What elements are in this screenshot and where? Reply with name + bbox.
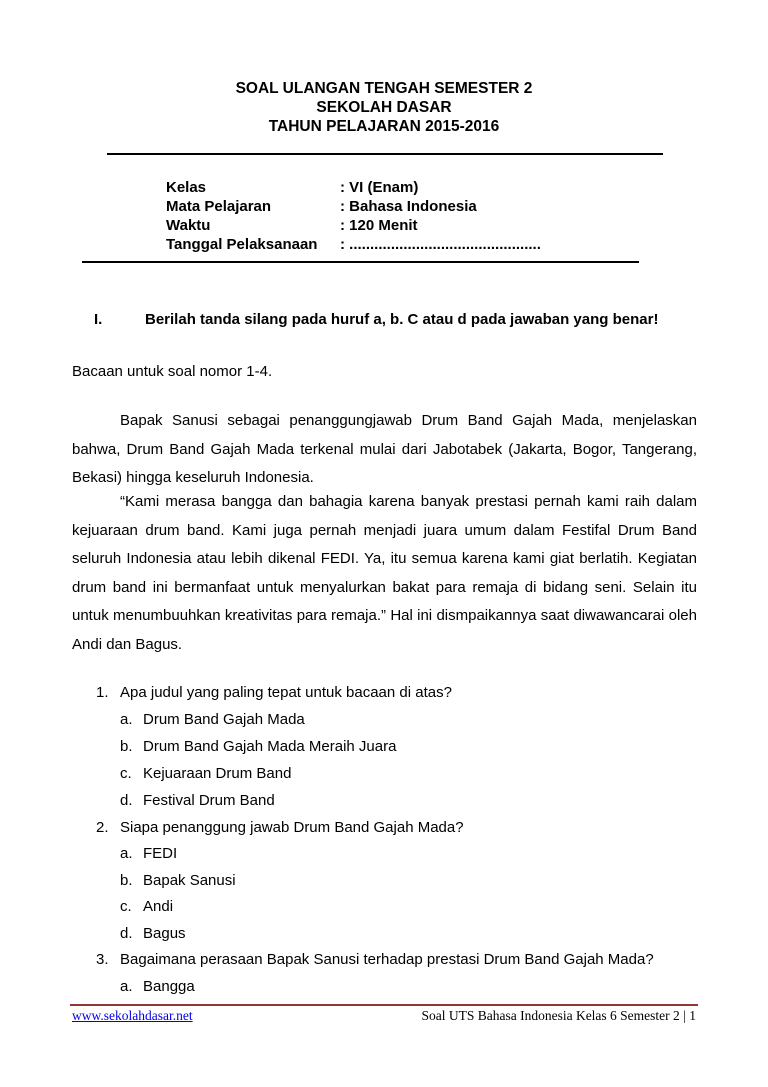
question-2-option-d-letter: d. bbox=[120, 925, 133, 942]
question-2-number: 2. bbox=[96, 819, 109, 836]
info-value-kelas: : VI (Enam) bbox=[340, 179, 419, 196]
question-2-option-c-text: Andi bbox=[143, 898, 174, 915]
question-1-option-c-text: Kejuaraan Drum Band bbox=[143, 765, 292, 782]
header-title-line1: SOAL ULANGAN TENGAH SEMESTER 2 bbox=[235, 80, 533, 97]
info-label-mapel: Mata Pelajaran bbox=[166, 198, 272, 215]
question-2-option-a-text: FEDI bbox=[143, 845, 178, 862]
question-1-option-d-letter: d. bbox=[120, 792, 133, 809]
question-2-option-a-letter: a. bbox=[120, 845, 133, 862]
header-divider-bottom bbox=[82, 261, 639, 263]
question-3-option-a-text: Bangga bbox=[143, 978, 195, 995]
info-label-tanggal: Tanggal Pelaksanaan bbox=[166, 236, 318, 253]
info-value-mapel: : Bahasa Indonesia bbox=[340, 198, 477, 215]
question-2-text: Siapa penanggung jawab Drum Band Gajah Mada? bbox=[120, 819, 464, 836]
question-1-number: 1. bbox=[96, 684, 109, 701]
reading-intro: Bacaan untuk soal nomor 1-4. bbox=[72, 363, 273, 380]
info-label-waktu: Waktu bbox=[166, 217, 211, 234]
header-title-line3: TAHUN PELAJARAN 2015-2016 bbox=[268, 118, 500, 135]
question-2-option-b-text: Bapak Sanusi bbox=[143, 872, 236, 889]
footer-page-title: Soal UTS Bahasa Indonesia Kelas 6 Semester 2 | 1 bbox=[421, 1008, 696, 1023]
question-3-option-a-letter: a. bbox=[120, 978, 133, 995]
question-2-option-d-text: Bagus bbox=[143, 925, 186, 942]
question-3-number: 3. bbox=[96, 951, 109, 968]
question-1-option-d-text: Festival Drum Band bbox=[143, 792, 275, 809]
section-number: I. bbox=[94, 311, 103, 328]
header-divider-top bbox=[107, 153, 663, 155]
question-1-text: Apa judul yang paling tepat untuk bacaan di atas? bbox=[120, 684, 452, 701]
info-value-waktu: : 120 Menit bbox=[340, 217, 418, 234]
question-1-option-a-letter: a. bbox=[120, 711, 133, 728]
footer-website-link[interactable]: www.sekolahdasar.net bbox=[72, 1008, 193, 1023]
question-2-option-c-letter: c. bbox=[120, 898, 132, 915]
question-1-option-b-letter: b. bbox=[120, 738, 133, 755]
passage-paragraph-2: “Kami merasa bangga dan bahagia karena banyak prestasi pernah kami raih dalam kejuaraan drum band. Kami juga pernah menjadi juara umum dalam Festifal Drum Band seluruh Indonesia atau lebih dikenal FEDI. Ya, itu semua karena kami giat berlatih. Kegiatan drum band ini bermanfaat untuk menyalurkan bakat para remaja di bidang seni. Selain itu untuk menumbuuhkan kreativitas para remaja.” Hal ini dismpaikannya saat diwawancarai oleh Andi dan Bagus. bbox=[72, 493, 697, 653]
question-3-text: Bagaimana perasaan Bapak Sanusi terhadap prestasi Drum Band Gajah Mada? bbox=[120, 951, 654, 968]
question-2-option-b-letter: b. bbox=[120, 872, 133, 889]
question-1-option-b-text: Drum Band Gajah Mada Meraih Juara bbox=[143, 738, 397, 755]
info-label-kelas: Kelas bbox=[166, 179, 207, 196]
question-1-option-a-text: Drum Band Gajah Mada bbox=[143, 711, 305, 728]
info-value-tanggal: : .............................................. bbox=[340, 236, 541, 253]
footer-divider bbox=[70, 1004, 698, 1006]
header-title-line2: SEKOLAH DASAR bbox=[316, 99, 452, 116]
passage-paragraph-1: Bapak Sanusi sebagai penanggungjawab Drum Band Gajah Mada, menjelaskan bahwa, Drum Band Gajah Mada terkenal mulai dari Jabotabek (Jakarta, Bogor, Tangerang, Bekasi) hingga keseluruh Indonesia. bbox=[72, 412, 697, 486]
question-1-option-c-letter: c. bbox=[120, 765, 132, 782]
section-instruction: Berilah tanda silang pada huruf a, b. C atau d pada jawaban yang benar! bbox=[145, 311, 659, 328]
